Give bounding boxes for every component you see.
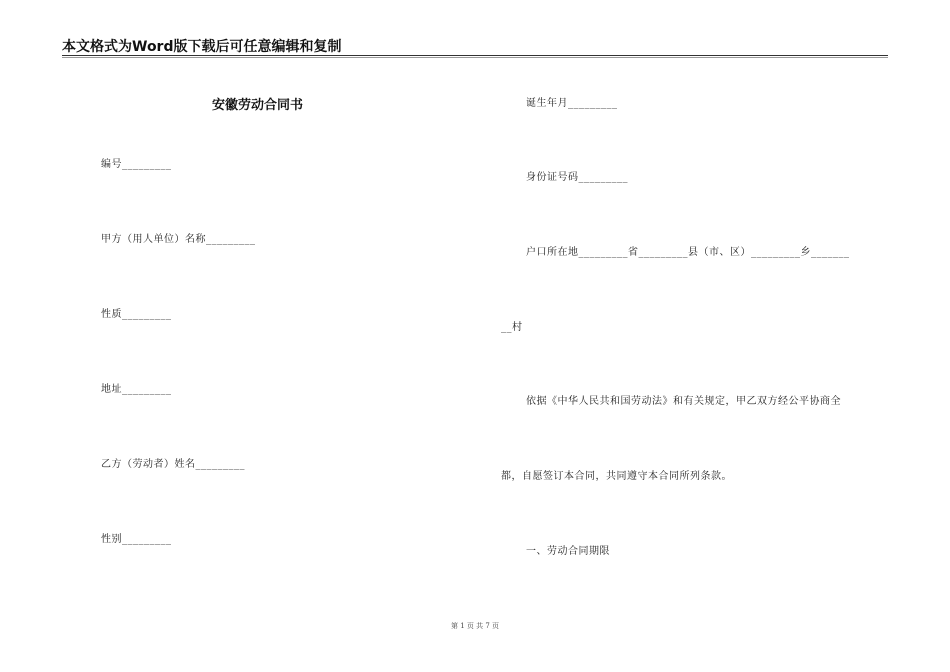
field-household-registration: 户口所在地_________省_________县（市、区）_________乡_______ [526,247,850,258]
field-address: 地址_________ [101,384,172,395]
document-header: 本文格式为Word版下载后可任意编辑和复制 [62,39,342,55]
section-heading-contract-term: 一、劳动合同期限 [526,546,610,557]
document-title: 安徽劳动合同书 [212,98,304,113]
field-nature: 性质_________ [101,309,172,320]
field-id-number: 身份证号码_________ [526,172,628,183]
field-birth-date: 诞生年月_________ [526,98,618,109]
header-divider [62,55,888,56]
field-employer-name: 甲方（用人单位）名称_________ [101,234,256,245]
field-village: __村 [501,322,523,333]
field-gender: 性别_________ [101,534,172,545]
page-indicator: 第 1 页 共 7 页 [450,622,500,630]
field-number: 编号_________ [101,159,172,170]
header-divider-secondary [62,57,888,58]
field-employee-name: 乙方（劳动者）姓名_________ [101,459,245,470]
paragraph-basis: 依据《中华人民共和国劳动法》和有关规定，甲乙双方经公平协商全 [526,396,841,407]
paragraph-basis-continued: 都，自愿签订本合同，共同遵守本合同所列条款。 [501,471,732,482]
